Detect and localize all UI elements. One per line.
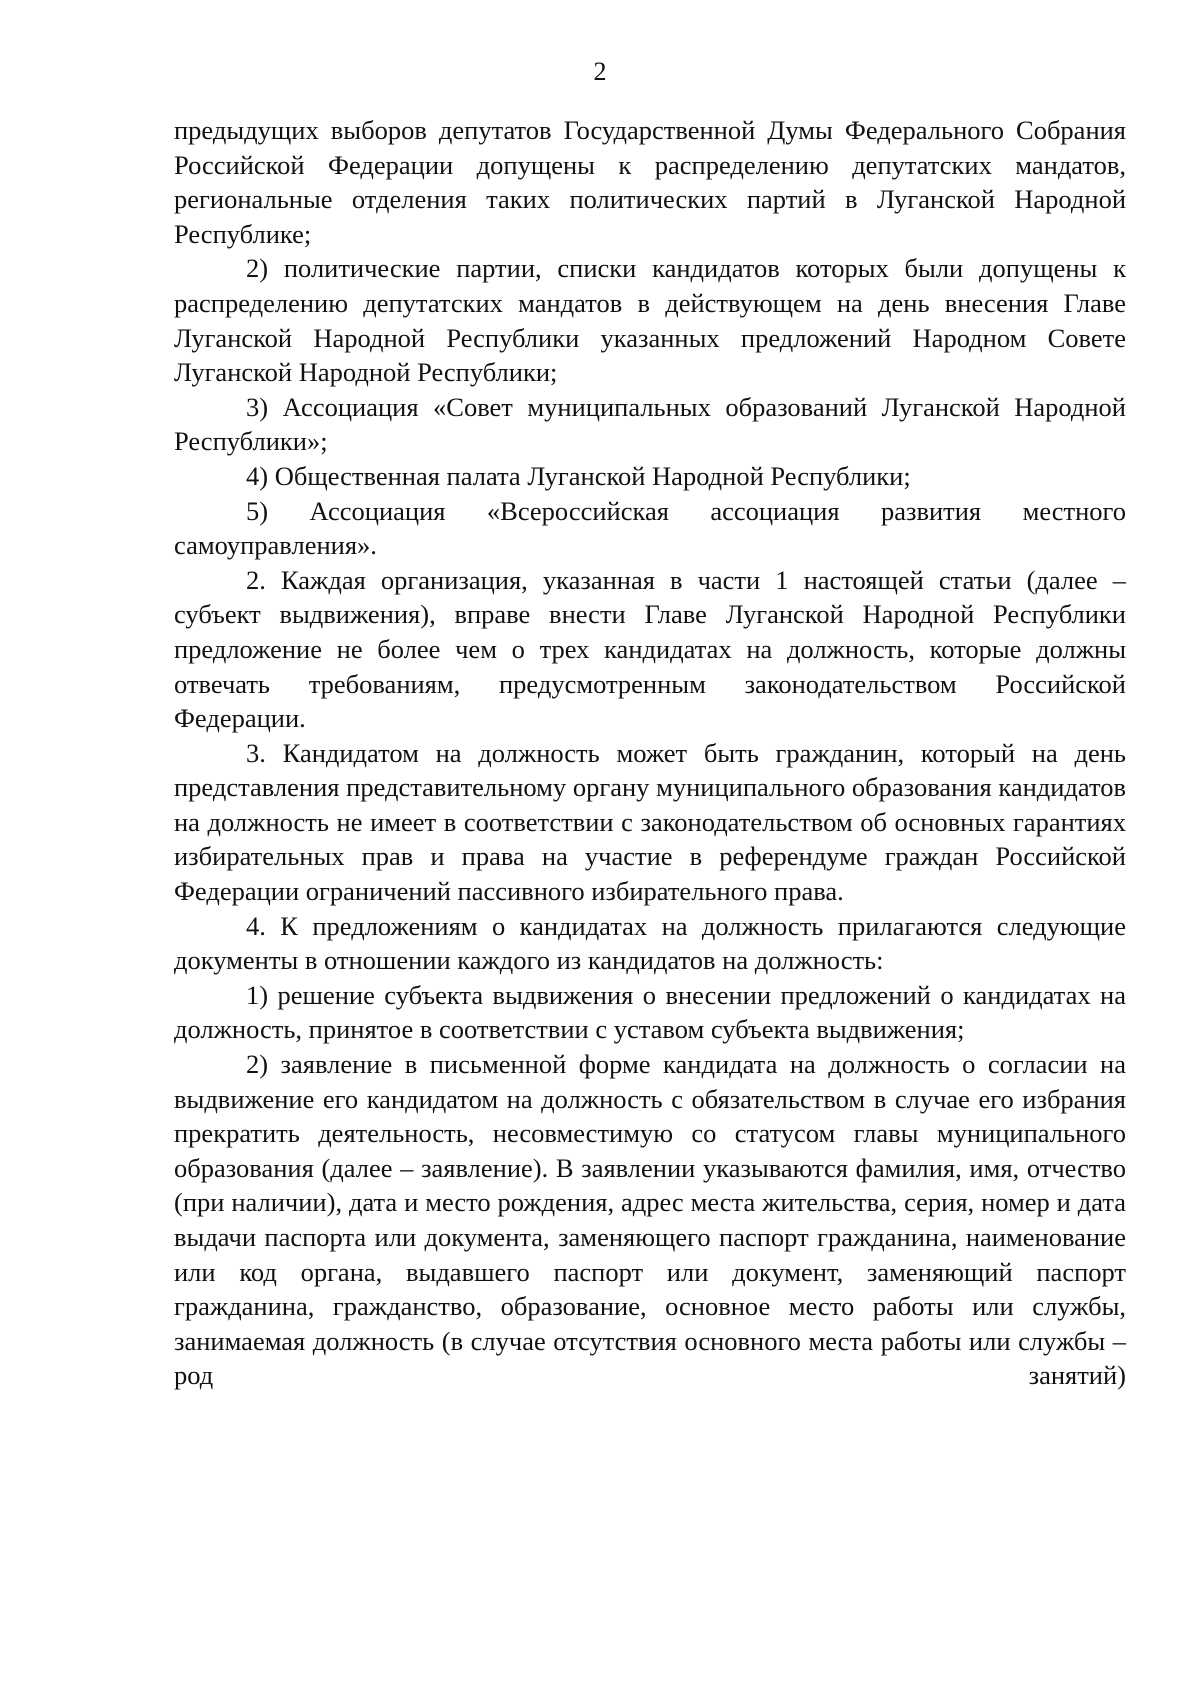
paragraph-item-5-association: 5) Ассоциация «Всероссийская ассоциация развития местного самоуправления». <box>174 495 1126 561</box>
paragraph-continuation: предыдущих выборов депутатов Государственной Думы Федерального Собрания Российской Федерации допущены к распределению депутатских мандатов, региональные отделения таких политических партий в Луганской Народной Республике; <box>174 115 1126 249</box>
paragraph-part-4: 4. К предложениям о кандидатах на должность прилагаются следующие документы в отношении каждого из кандидатов на должность: <box>174 910 1126 976</box>
paragraph-part-2: 2. Каждая организация, указанная в части 1 настоящей статьи (далее – субъект выдвижения), вправе внести Главе Луганской Народной Республики предложение не более чем о трех кандидатах на должность, которые должны отвечать требованиям, предусмотренным законодательством Российской Федерации. <box>174 564 1126 734</box>
paragraph-item-2-parties: 2) политические партии, списки кандидатов которых были допущены к распределению депутатских мандатов в действующем на день внесения Главе Луганской Народной Республики указанных предложений Народном Совете Луганской Народной Республики; <box>174 253 1126 388</box>
paragraph-item-3-association: 3) Ассоциация «Совет муниципальных образований Луганской Народной Республики»; <box>174 391 1126 457</box>
paragraph-doc-item-2: 2) заявление в письменной форме кандидата на должность о согласии на выдвижение его кандидатом на должность с обязательством в случае его избрания прекратить деятельность, несовместимую со статусом главы муниципального образования (далее – заявление). В заявлении указываются фамилия, имя, отчество (при наличии), дата и место рождения, адрес места жительства, серия, номер и дата выдачи паспорта или документа, заменяющего паспорт гражданина, наименование или код органа, выдавшего паспорт или документ, заменяющий паспорт гражданина, гражданство, образование, основное место работы или службы, занимаемая должность (в случае отсутствия основного места работы или службы – род занятий) <box>174 1049 1126 1391</box>
document-body <box>174 113 1126 1393</box>
paragraph-part-3: 3. Кандидатом на должность может быть гражданин, который на день представления представительному органу муниципального образования кандидатов на должность не имеет в соответствии с законодательством об основных гарантиях избирательных прав и права на участие в референдуме граждан Российской Федерации ограничений пассивного избирательного права. <box>174 737 1126 907</box>
page-number: 2 <box>593 57 607 86</box>
paragraph-doc-item-1: 1) решение субъекта выдвижения о внесении предложений о кандидатах на должность, принятое в соответствии с уставом субъекта выдвижения; <box>174 979 1126 1045</box>
paragraph-item-4-public-chamber: 4) Общественная палата Луганской Народной Республики; <box>246 460 911 491</box>
